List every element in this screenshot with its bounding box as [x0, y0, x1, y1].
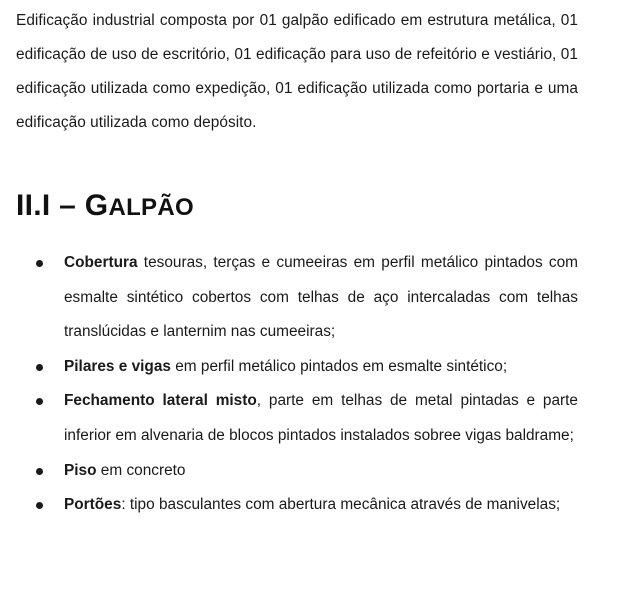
bullet-list — [30, 246, 578, 523]
bullet-term: Portões — [64, 496, 122, 514]
bullet-item-piso — [30, 454, 578, 489]
bullet-item-pilares — [30, 350, 578, 385]
bullet-text: , parte em telhas de metal pintadas e parte inferior em alvenaria de blocos pintados instalados sobree vigas baldrame; — [64, 392, 578, 444]
bullet-text: em perfil metálico pintados em esmalte sintético; — [170, 357, 508, 375]
bullet-text: tesouras, terças e cumeeiras em perfil metálico pintados com esmalte sintético cobertos com telhas de aço intercaladas com telhas translúcidas e lanternim nas cumeeiras; — [64, 254, 578, 341]
bullet-term: Cobertura — [64, 254, 138, 271]
bullet-item-portoes — [30, 488, 578, 523]
bullet-dot-icon — [36, 502, 43, 509]
heading-prefix: II.I – — [16, 189, 85, 222]
heading-first-letter: G — [84, 189, 109, 222]
bullet-term: Pilares e vigas — [64, 357, 171, 375]
heading-rest: ALPÃO — [108, 194, 194, 221]
bullet-text: : tipo basculantes com abertura mecânica através de manivelas; — [121, 496, 561, 514]
bullet-dot-icon — [36, 398, 43, 405]
bullet-term: Fechamento lateral misto — [64, 392, 257, 410]
bullet-term: Piso — [64, 461, 97, 479]
bullet-dot-icon — [36, 468, 43, 475]
bullet-item-fechamento — [30, 384, 578, 453]
bullet-text: em concreto — [96, 461, 186, 479]
section-heading — [16, 186, 194, 228]
bullet-item-cobertura — [30, 246, 578, 350]
bullet-dot-icon — [36, 260, 43, 267]
intro-paragraph: Edificação industrial composta por 01 galpão edificado em estrutura metálica, 01 edificação de uso de escritório, 01 edificação para uso de refeitório e vestiário, 01 edificação utilizada como expedição, 01 edificação utilizada como portaria e uma edificação utilizada como depósito. — [16, 12, 578, 131]
bullet-dot-icon — [36, 364, 43, 371]
